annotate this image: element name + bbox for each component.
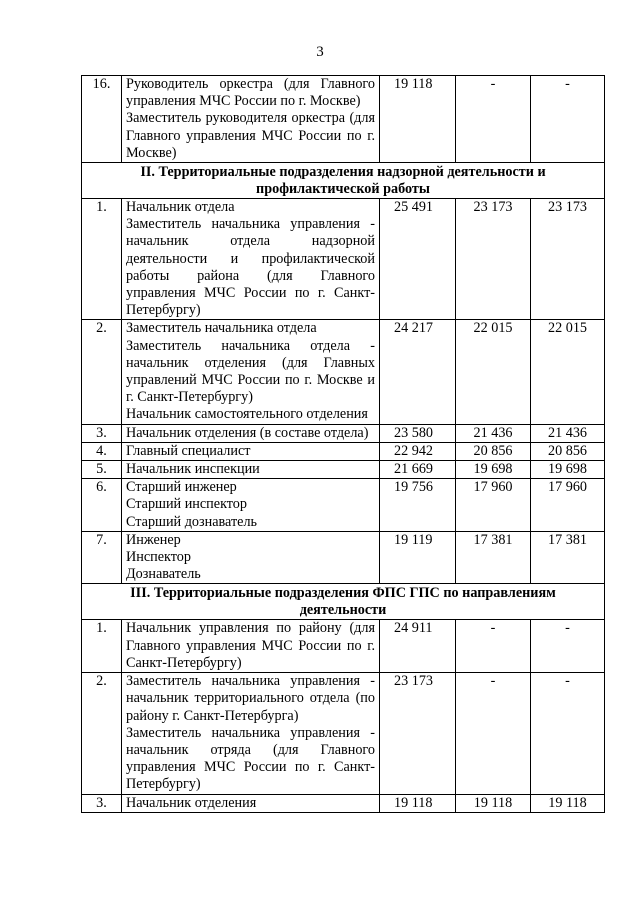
position-cell [122, 531, 380, 584]
row-number: 2. [82, 320, 122, 424]
table-row [82, 199, 605, 320]
row-number: 5. [82, 461, 122, 479]
table-row [82, 794, 605, 812]
salary-cell: 19 118 [531, 794, 605, 812]
position-title: Заместитель руководителя оркестра (для Главного управления МЧС России по г. Москве) [126, 110, 375, 161]
position-title: Начальник отделения [126, 794, 257, 811]
salary-cell: 21 669 [380, 461, 456, 479]
position-title: Дознаватель [126, 566, 201, 583]
salary-cell: 23 580 [380, 424, 456, 442]
row-number: 3. [82, 424, 122, 442]
salary-cell: - [531, 620, 605, 673]
salary-cell: 22 015 [531, 320, 605, 424]
salary-cell: 17 960 [456, 479, 531, 532]
position-title: Начальник самостоятельного отделения [126, 406, 368, 423]
salary-cell: 19 698 [456, 461, 531, 479]
position-title: Главный специалист [126, 442, 251, 459]
salary-cell: - [531, 673, 605, 794]
position-cell [122, 461, 380, 479]
salary-cell: 20 856 [456, 442, 531, 460]
salary-cell: 19 118 [380, 76, 456, 163]
table-row [82, 620, 605, 673]
row-number: 6. [82, 479, 122, 532]
table-row [82, 76, 605, 163]
salary-cell: 19 119 [380, 531, 456, 584]
table-row [82, 479, 605, 532]
salary-cell: 17 960 [531, 479, 605, 532]
salary-cell: 23 173 [456, 199, 531, 320]
position-title: Заместитель начальника отдела - начальник отделения (для Главных управлений МЧС России по г. Москве и г. Санкт-Петербургу) [126, 337, 375, 406]
position-title: Заместитель начальника управления - начальник отдела надзорной деятельности и профилактической работы района (для Главного управления МЧС России по г. Санкт-Петербургу) [126, 216, 375, 319]
position-title: Заместитель начальника управления - начальник отряда (для Главного управления МЧС России по г. Санкт-Петербургу) [126, 724, 375, 793]
salary-cell: 21 436 [456, 424, 531, 442]
section-header-row [82, 163, 605, 199]
position-cell [122, 673, 380, 794]
row-number: 1. [82, 620, 122, 673]
salary-cell: 17 381 [531, 531, 605, 584]
salary-table [81, 75, 605, 813]
section-title: II. Территориальные подразделения надзорной деятельности и профилактической работы [82, 163, 605, 199]
position-title: Старший дознаватель [126, 513, 257, 530]
table-row [82, 424, 605, 442]
salary-cell: - [531, 76, 605, 163]
row-number: 1. [82, 199, 122, 320]
salary-cell: 23 173 [531, 199, 605, 320]
salary-cell: 17 381 [456, 531, 531, 584]
position-title: Старший инженер [126, 479, 237, 496]
salary-cell: 24 911 [380, 620, 456, 673]
salary-cell: - [456, 76, 531, 163]
position-title: Начальник управления по району (для Главного управления МЧС России по г. Санкт-Петербургу) [126, 620, 375, 671]
position-cell [122, 76, 380, 163]
salary-cell: - [456, 673, 531, 794]
position-title: Начальник инспекции [126, 461, 260, 478]
position-cell [122, 479, 380, 532]
position-cell [122, 442, 380, 460]
row-number: 16. [82, 76, 122, 163]
row-number: 4. [82, 442, 122, 460]
salary-cell: 19 118 [456, 794, 531, 812]
salary-cell: 22 015 [456, 320, 531, 424]
position-cell [122, 794, 380, 812]
position-title: Старший инспектор [126, 496, 247, 513]
position-title: Начальник отделения (в составе отдела) [126, 424, 369, 441]
row-number: 3. [82, 794, 122, 812]
position-title: Руководитель оркестра (для Главного управления МЧС России по г. Москве) [126, 76, 375, 110]
position-cell [122, 620, 380, 673]
salary-cell: 23 173 [380, 673, 456, 794]
salary-cell: 19 698 [531, 461, 605, 479]
salary-cell: 24 217 [380, 320, 456, 424]
row-number: 2. [82, 673, 122, 794]
position-title: Инспектор [126, 549, 191, 566]
page-number: 3 [316, 44, 324, 60]
salary-cell: 20 856 [531, 442, 605, 460]
row-number: 7. [82, 531, 122, 584]
salary-cell: 22 942 [380, 442, 456, 460]
salary-cell: 25 491 [380, 199, 456, 320]
position-cell [122, 320, 380, 424]
position-title: Инженер [126, 531, 181, 548]
salary-cell: 19 118 [380, 794, 456, 812]
section-header-row [82, 584, 605, 620]
table-row [82, 320, 605, 424]
table-row [82, 673, 605, 794]
table-row [82, 442, 605, 460]
section-title: III. Территориальные подразделения ФПС ГПС по направлениям деятельности [82, 584, 605, 620]
salary-cell: 21 436 [531, 424, 605, 442]
salary-cell: - [456, 620, 531, 673]
position-title: Заместитель начальника отдела [126, 320, 317, 337]
position-title: Начальник отдела [126, 199, 235, 216]
position-cell [122, 199, 380, 320]
salary-cell: 19 756 [380, 479, 456, 532]
position-title: Заместитель начальника управления - начальник территориального отдела (по району г. Санкт-Петербурга) [126, 673, 375, 724]
table-row [82, 531, 605, 584]
table-row [82, 461, 605, 479]
position-cell [122, 424, 380, 442]
